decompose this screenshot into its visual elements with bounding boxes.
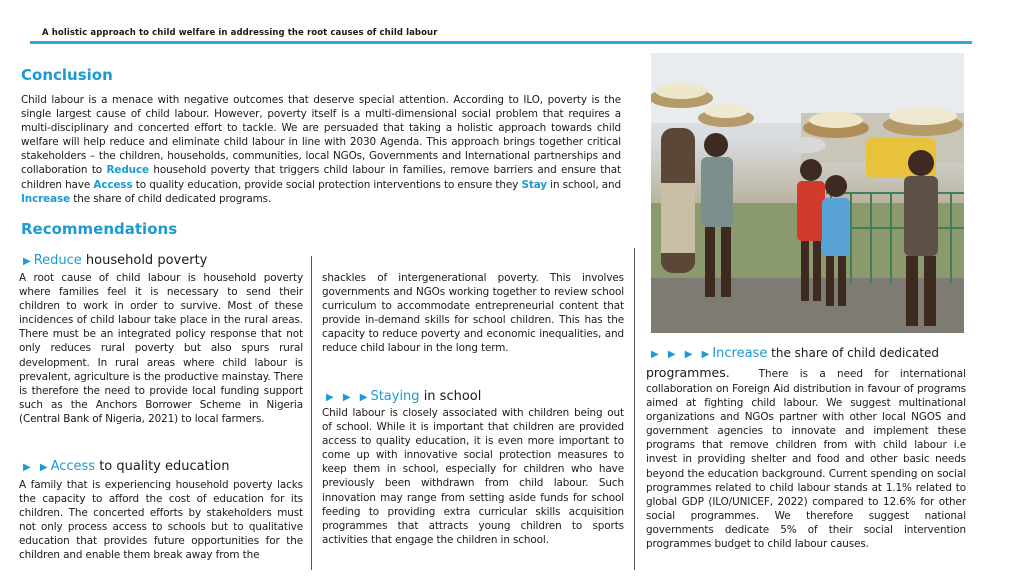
conclusion-heading: Conclusion — [21, 66, 113, 84]
reduce-subheading: ▶Reduce household poverty — [23, 253, 208, 268]
increase-subheading: ▶ ▶ ▶ ▶Increase the share of child dedicated — [651, 346, 940, 361]
access-continuation-body: shackles of intergenerational poverty. This involves governments and NGOs working together to review school curriculum to accommodate entrepreneurial content that provide in-demand skills for school children. This has the capacity to reduce poverty and economic inequalities, and reduce child labour in the long term. — [322, 272, 624, 355]
conclusion-text-3: to quality education, provide social protection interventions to ensure they — [132, 178, 522, 191]
conclusion-text-4: in school, and — [546, 178, 622, 191]
header-divider — [30, 41, 972, 44]
conclusion-text-1: Child labour is a menace with negative outcomes that deserve special attention. According to ILO, poverty is the single largest cause of child labour. However, poverty itself is a multi-dimensional social problem that requires a multi-disciplinary and concerted effort to tackle. We are persuaded that taking a holistic approach towards child welfare will help reduce and eliminate child labour in line with 2030 Agenda. This approach brings together critical stakeholders – the children, households, communities, local NGOs, Governments and International partnerships and collaboration to — [21, 94, 621, 177]
access-body: A family that is experiencing household poverty lacks the capacity to afford the cost of education for its children. The concerted efforts by stakeholders must not only process access to schools but to qualitative education that provides future opportunities for the children and enable them break away from the — [19, 479, 303, 562]
access-subheading: ▶ ▶Access to quality education — [23, 459, 230, 474]
keyword-access: Access — [93, 178, 133, 191]
keyword-increase: Increase — [21, 192, 71, 205]
triangle-right-icon: ▶ ▶ — [23, 462, 51, 473]
conclusion-text-2: household poverty that triggers child labour in families, remove barriers and ensure that children have — [21, 164, 621, 191]
conclusion-text-5: the share of child dedicated programs. — [70, 192, 272, 205]
conclusion-paragraph — [21, 93, 621, 206]
column-divider — [634, 248, 635, 570]
recommendations-heading: Recommendations — [21, 220, 178, 238]
column-divider — [311, 256, 312, 570]
keyword-reduce: Reduce — [106, 164, 149, 177]
triangle-right-icon: ▶ ▶ ▶ ▶ — [651, 349, 713, 360]
keyword-stay: Stay — [521, 178, 547, 191]
triangle-right-icon: ▶ — [23, 256, 34, 267]
reduce-body: A root cause of child labour is household poverty where families feel it is necessary to send their children to work in order to survive. Most of these incidences of child labour take place in the rural areas. There must be an integrated policy response that not only reduces rural poverty but also spurs rural development. In rural areas where child labour is prevalent, agriculture is the productive mainstay. There is therefore the need to provide local funding support such as the Anchors Borrower Scheme in Nigeria (Central Bank of Nigeria, 2021) to local farmers. — [19, 272, 303, 425]
triangle-right-icon: ▶ ▶ ▶ — [326, 392, 371, 403]
document-header-title: A holistic approach to child welfare in addressing the root causes of child labour — [42, 28, 438, 38]
increase-subheading-continued: programmes. There is a need for international — [646, 365, 966, 380]
increase-body: collaboration on Foreign Aid distribution in favour of programs aimed at fighting child labour. We suggest multinational organizations and NGOs partner with other local NGOS and government agencies to innovate and implement these programs that remove children from with child labour i.e invest in providing shelter and food and other basic needs beyond the education background. Current spending on social programmes related to child labour stands at 1.1% related to global GDP (ILO/UNICEF, 2022) compared to 12.6% for other social programmes. We therefore suggest national governments dedicate 5% of their social intervention programmes budget to child labour causes. — [646, 383, 966, 551]
staying-body: Child labour is closely associated with children being out of school. While it is important that children are provided access to quality education, it is even more important to come up with innovative social protection measures to keep them in school, especially for children who have previously been withdrawn from child labour. Such innovation may range from setting aside funds for school feeding to providing extra curricular skills acquisition programmes that attracts young children to sports activities that engage the children in school. — [322, 407, 624, 546]
staying-subheading: ▶ ▶ ▶Staying in school — [326, 389, 482, 404]
children-hawkers-photo — [651, 53, 964, 333]
